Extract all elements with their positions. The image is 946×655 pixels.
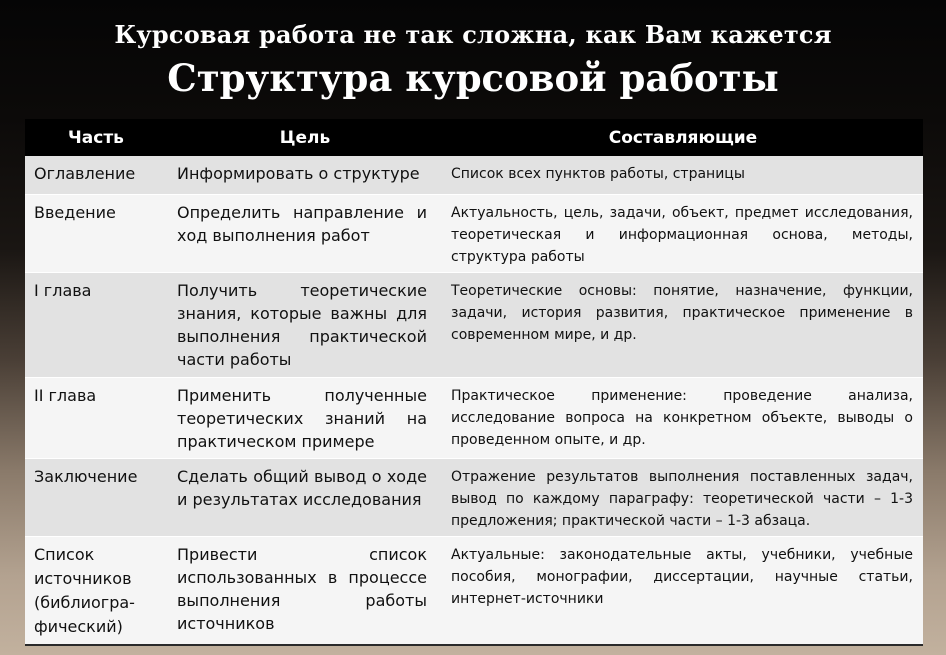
structure-table xyxy=(25,119,923,646)
table-header-row xyxy=(25,119,923,156)
cell-part: Заключение xyxy=(25,458,167,536)
cell-components: Список всех пунктов работы, страницы xyxy=(443,156,923,194)
cell-goal: Применить полученные теоретических знаний на практическом примере xyxy=(167,377,443,458)
table-row xyxy=(25,272,923,377)
slide-title: Структура курсовой работы xyxy=(167,56,779,100)
slide-header xyxy=(0,0,946,118)
column-header-components: Составляющие xyxy=(443,119,923,156)
cell-goal: Информировать о структуре xyxy=(167,156,443,194)
cell-part: Оглавление xyxy=(25,156,167,194)
cell-components: Актуальность, цель, задачи, объект, предмет исследования, теоретическая и информационная основа, методы, структура работы xyxy=(443,194,923,272)
table-row xyxy=(25,377,923,458)
cell-part: Список источников (библиогра-фический) xyxy=(25,536,167,645)
cell-components: Актуальные: законодательные акты, учебники, учебные пособия, монографии, диссертации, научные статьи, интернет-источники xyxy=(443,536,923,645)
table-row xyxy=(25,458,923,536)
cell-part: II глава xyxy=(25,377,167,458)
cell-components: Отражение результатов выполнения поставленных задач, вывод по каждому параграфу: теоретической части – 1-3 предложения; практической части – 1-3 абзаца. xyxy=(443,458,923,536)
table-row xyxy=(25,536,923,645)
cell-goal: Сделать общий вывод о ходе и результатах исследования xyxy=(167,458,443,536)
table-row xyxy=(25,156,923,194)
cell-part: Введение xyxy=(25,194,167,272)
cell-components: Практическое применение: проведение анализа, исследование вопроса на конкретном объекте, выводы о проведенном опыте, и др. xyxy=(443,377,923,458)
cell-goal: Привести список использованных в процессе выполнения работы источников xyxy=(167,536,443,645)
column-header-goal: Цель xyxy=(167,119,443,156)
cell-goal: Получить теоретические знания, которые важны для выполнения практической части работы xyxy=(167,272,443,377)
column-header-part: Часть xyxy=(25,119,167,156)
cell-goal: Определить направление и ход выполнения работ xyxy=(167,194,443,272)
cell-components: Теоретические основы: понятие, назначение, функции, задачи, история развития, практическое применение в современном мире, и др. xyxy=(443,272,923,377)
table-row xyxy=(25,194,923,272)
cell-part: I глава xyxy=(25,272,167,377)
slide-subtitle: Курсовая работа не так сложна, как Вам кажется xyxy=(114,20,832,49)
